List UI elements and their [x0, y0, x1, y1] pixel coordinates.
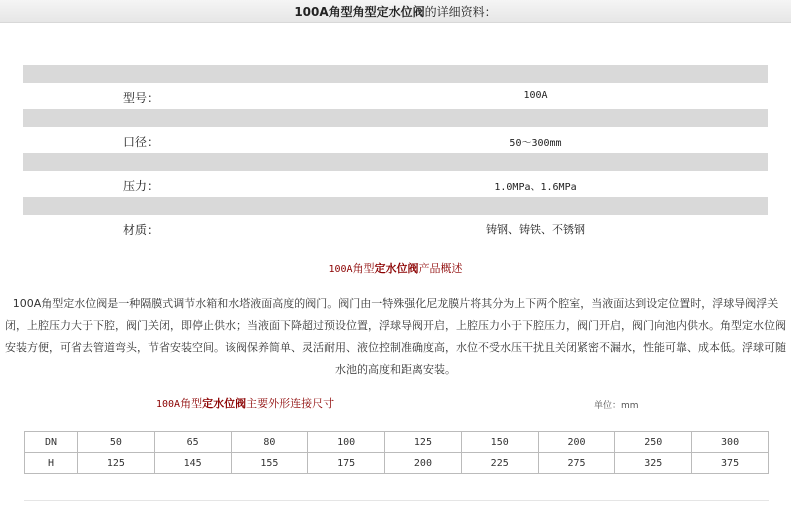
table-cell: 80 — [231, 432, 308, 453]
page-title — [0, 3, 791, 20]
spec-value: 100A — [523, 90, 548, 101]
table-cell: 300 — [692, 432, 769, 453]
dimensions-title-type: 角型 — [180, 397, 203, 410]
spec-band — [23, 109, 768, 127]
table-cell: 155 — [231, 453, 308, 474]
dimensions-title — [156, 395, 334, 411]
table-cell: 65 — [154, 432, 231, 453]
spec-row-model — [23, 83, 768, 109]
spec-label: 压力： — [123, 179, 160, 193]
dimensions-title-model: 100A — [156, 399, 181, 410]
spec-value: 1.0MPa、1.6MPa — [494, 182, 577, 193]
overview-title-product: 定水位阀 — [374, 262, 419, 275]
spec-band — [23, 153, 768, 171]
overview-title-type: 角型 — [352, 262, 375, 275]
spec-band — [23, 65, 768, 83]
table-cell: 200 — [538, 432, 615, 453]
spec-band — [23, 197, 768, 215]
table-cell: 125 — [78, 453, 155, 474]
table-cell: 145 — [154, 453, 231, 474]
table-cell: 125 — [385, 432, 462, 453]
spec-label: 材质： — [123, 223, 160, 237]
spec-row-pressure — [23, 171, 768, 197]
page-title-suffix: 的详细资料： — [424, 5, 497, 19]
spec-row-bore — [23, 127, 768, 153]
table-row — [25, 432, 769, 453]
table-cell: 375 — [692, 453, 769, 474]
dimensions-title-suffix: 主要外形连接尺寸 — [246, 397, 335, 410]
spec-value: 铸钢、铸铁、不锈钢 — [486, 223, 585, 236]
overview-paragraph: 100A角型定水位阀是一种隔膜式调节水箱和水塔液面高度的阀门。阀门由一特殊强化尼龙膜片将其分为上下两个腔室，当液面达到设定位置时，浮球导阀浮关闭，上腔压力大于下腔，阀门关闭，即停止供水；当液面下降超过预设位置，浮球导阀开启，上腔压力小于下腔压力，阀门开启，阀门向池内供水。角型定水位阀安装方便，可省去管道弯头，节省安装空间。该阀保养简单、灵活耐用、液位控制准确度高，水位不受水压干扰且关闭紧密不漏水，性能可靠、成本低。浮球可随水池的高度和距离安装。 — [5, 297, 786, 376]
table-cell: 50 — [78, 432, 155, 453]
row-header-h: H — [25, 453, 78, 474]
table-cell: 325 — [615, 453, 692, 474]
table-cell: 275 — [538, 453, 615, 474]
spec-label: 型号： — [123, 91, 160, 105]
table-cell: 150 — [461, 432, 538, 453]
table-row — [25, 453, 769, 474]
spec-row-material — [23, 215, 768, 241]
dimensions-table — [24, 431, 769, 474]
unit-label: 单位：mm — [594, 401, 639, 411]
table-cell: 200 — [385, 453, 462, 474]
bottom-divider — [24, 500, 769, 501]
table-cell: 100 — [308, 432, 385, 453]
overview-title-suffix: 产品概述 — [418, 262, 463, 275]
page-title-product: 100A角型角型定水位阀 — [294, 5, 425, 19]
table-cell: 175 — [308, 453, 385, 474]
table-cell: 250 — [615, 432, 692, 453]
overview-title-model: 100A — [328, 264, 353, 275]
spec-table — [23, 65, 768, 241]
dimensions-title-product: 定水位阀 — [202, 397, 247, 410]
table-cell: 225 — [461, 453, 538, 474]
spec-value: 50～300mm — [509, 138, 562, 149]
row-header-dn: DN — [25, 432, 78, 453]
overview-title — [0, 260, 791, 276]
spec-label: 口径： — [123, 135, 160, 149]
